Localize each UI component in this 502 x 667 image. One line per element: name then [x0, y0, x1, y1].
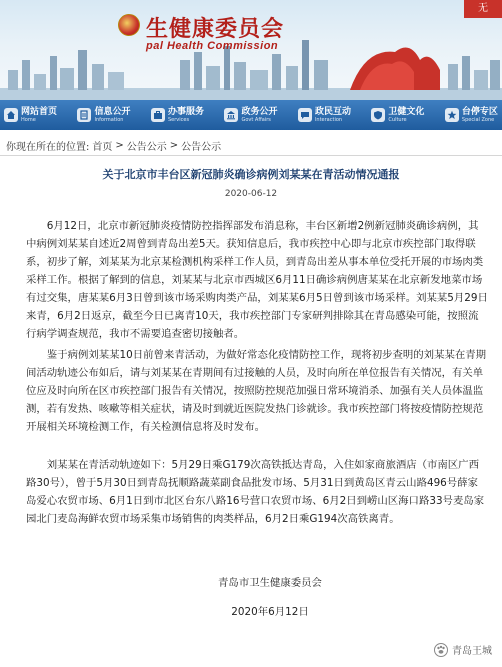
nav-sublabel: Culture [388, 116, 407, 123]
star-icon [445, 108, 459, 122]
breadcrumb-separator: > [115, 140, 124, 151]
nav-label: 办事服务 [167, 106, 204, 117]
nav-item-special-zone[interactable] [445, 108, 498, 123]
nav-label: 台停专区 [461, 106, 498, 117]
watermark-text: 青岛王城 [452, 646, 492, 657]
nav-sublabel: Govt Affairs [241, 116, 271, 123]
nav-item-govt-affairs[interactable] [224, 108, 277, 123]
article-title: 关于北京市丰台区新冠肺炎确诊病例刘某某在青活动情况通报 [102, 168, 400, 181]
emblem-icon [118, 14, 140, 36]
breadcrumb-separator: > [169, 140, 179, 151]
nav-item-culture[interactable] [371, 108, 424, 123]
nav-label: 网站首页 [21, 106, 58, 117]
document-icon [77, 108, 91, 122]
signature-organization: 青岛市卫生健康委员会 [218, 577, 322, 589]
nav-item-information[interactable] [77, 108, 130, 123]
chat-icon [298, 108, 312, 122]
breadcrumb [0, 136, 502, 156]
nav-sublabel: Interaction [314, 116, 343, 123]
main-nav [0, 100, 502, 130]
article-paragraph: 6月12日，北京市新冠肺炎疫情防控指挥部发布消息称，丰台区新增2例新冠肺炎确诊病例，其中病例刘某某自述近2周曾到青岛出差5天。获知信息后，我市疾控中心即与北京市疾控部门取得联系，初步了解，刘某某为北京某检测机构采样工作人员，到青岛出差从事本单位受托开展的市场肉类采样工作。根据了解到的信息，刘某某与北京市西城区6月11日确诊病例唐某某在北京新发地菜市场有过交集，唐某某6月3日曾到该市场采购肉类产品，刘某某6月5日曾到该市场采样。刘某某5月29日来青，6月2日返京，截至今日已离青10天，我市疾控部门专家研判排除其在青岛感染可能，按照流行病学调查规范，我市不需要追查密切接触者。 [26, 220, 488, 340]
nav-item-home[interactable] [4, 108, 57, 123]
nav-item-services[interactable] [151, 108, 204, 123]
site-title-english: pal Health Commission [146, 40, 279, 52]
home-icon [4, 108, 18, 122]
article-paragraph: 鉴于病例刘某某10日前曾来青活动，为做好常态化疫情防控工作，现将初步查明的刘某某在青期间活动轨迹公布如后，请与刘某某在青期间有过接触的人员，及时向所在单位报告有关情况，有关单位应及时向所在区市疾控部门报告有关情况，按照防控规范加强日常环境消杀、加强有关人员体温监测，若有发热、咳嗽等相关症状，请及时到就近医院发热门诊就诊。我市疾控部门将按疫情防控规范开展相关环境检测工作，有关检测信息将及时发布。 [26, 349, 487, 433]
nav-sublabel: Home [21, 116, 36, 123]
nav-sublabel: Services [167, 116, 190, 123]
breadcrumb-label: 你现在所在的位置: [6, 142, 90, 153]
shield-icon [371, 108, 385, 122]
nav-label: 信息公开 [94, 106, 131, 117]
nav-label: 卫健文化 [388, 106, 425, 117]
nav-label: 政民互动 [314, 106, 351, 117]
article [0, 166, 502, 618]
corner-badge[interactable]: 无 [464, 0, 502, 18]
watermark [434, 642, 492, 657]
building-icon [224, 108, 238, 122]
article-date: 2020-06-12 [224, 189, 278, 199]
breadcrumb-notices-link[interactable]: 公告公示 [126, 142, 167, 153]
paw-icon [434, 643, 448, 657]
breadcrumb-home-link[interactable]: 首页 [92, 142, 113, 153]
signature-date: 2020年6月12日 [231, 606, 309, 618]
nav-item-interaction[interactable] [298, 108, 351, 123]
breadcrumb-current-link[interactable]: 公告公示 [181, 142, 222, 153]
site-title: 生健康委员会 [146, 16, 285, 42]
nav-sublabel: Special Zone [461, 116, 495, 123]
article-paragraph: 刘某某在青活动轨迹如下：5月29日乘G179次高铁抵达青岛，入住如家商旅酒店（市南区广西路30号），曾于5月30日到青岛抚顺路蔬菜副食品批发市场、5月31日到黄岛区青云山路496号薛家岛爱心农贸市场、6月1日到市北区台东八路16号营口农贸市场、6月2日到崂山区海口路33号麦岛家园北门麦岛海鲜农贸市场采集市场销售的肉类样品，6月2日乘G194次高铁离青。 [26, 459, 485, 525]
nav-label: 政务公开 [241, 106, 278, 117]
briefcase-icon [151, 108, 165, 122]
site-banner [0, 0, 502, 100]
nav-sublabel: Information [94, 116, 124, 123]
